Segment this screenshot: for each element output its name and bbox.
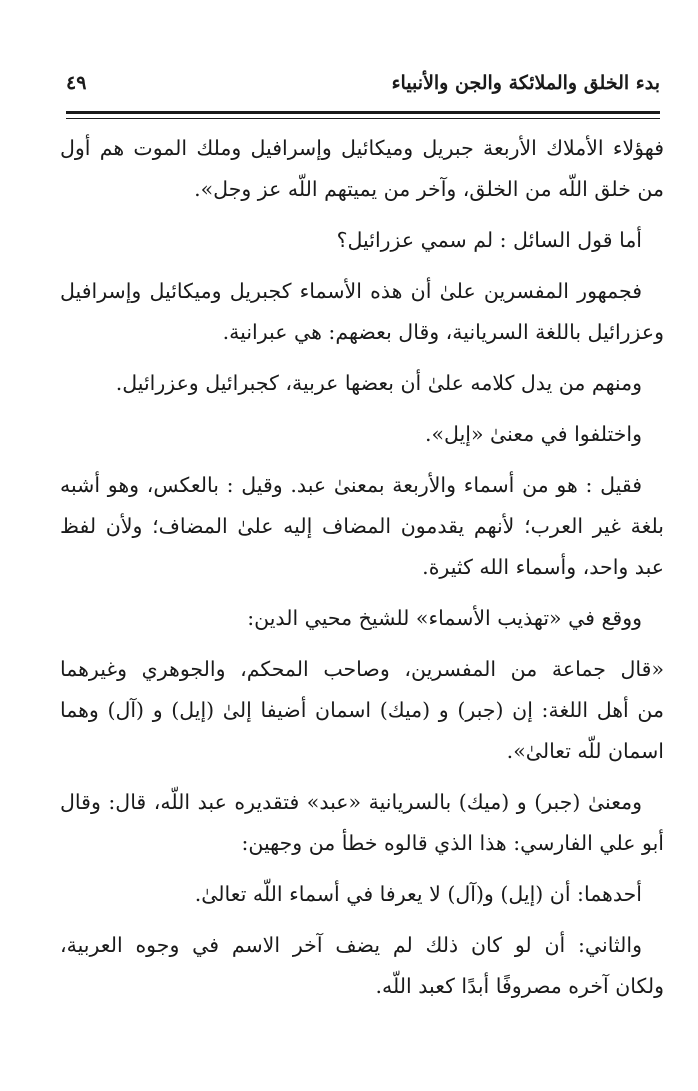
text-line: أحدهما: أن (إيل) و(آل) لا يعرفا في أسماء اللّه تعالىٰ. [194, 882, 642, 906]
text-line: بلغة غير العرب؛ لأنهم يقدمون المضاف إليه علىٰ المضاف؛ ولأن لفظ [60, 514, 664, 538]
page-number: ٤٩ [66, 72, 87, 94]
paragraph [60, 925, 664, 1007]
paragraph [60, 271, 664, 353]
text-line: عبد واحد، وأسماء الله كثيرة. [422, 555, 664, 579]
text-line: فقيل : هو من أسماء والأربعة بمعنىٰ عبد. وقيل : بالعكس، وهو أشبه [60, 473, 642, 497]
paragraph [60, 649, 664, 772]
text-line: أما قول السائل : لم سمي عزرائيل؟ [336, 228, 642, 252]
paragraph [60, 465, 664, 588]
text-line: والثاني: أن لو كان ذلك لم يضف آخر الاسم في وجوه العربية، [60, 933, 642, 957]
paragraph [60, 782, 664, 864]
page-header [66, 72, 660, 106]
text-line: ووقع في «تهذيب الأسماء» للشيخ محيي الدين: [247, 606, 642, 630]
text-line: من أهل اللغة: إن (جبر) و (ميك) اسمان أضيفا إلىٰ (إيل) و (آل) وهما [60, 698, 664, 722]
text-line: واختلفوا في معنىٰ «إيل». [424, 422, 642, 446]
text-line: فجمهور المفسرين علىٰ أن هذه الأسماء كجبريل وميكائيل وإسرافيل [60, 279, 642, 303]
text-line: اسمان للّه تعالىٰ». [506, 739, 664, 763]
paragraph [60, 874, 664, 915]
text-line: فهؤلاء الأملاك الأربعة جبريل وميكائيل وإسرافيل وملك الموت هم أول [60, 136, 664, 160]
paragraph [60, 220, 664, 261]
header-rule-thin [66, 118, 660, 119]
paragraph [60, 363, 664, 404]
text-line: ومنهم من يدل كلامه علىٰ أن بعضها عربية، كجبرائيل وعزرائيل. [115, 371, 642, 395]
paragraph [60, 414, 664, 455]
text-line: «قال جماعة من المفسرين، وصاحب المحكم، والجوهري وغيرهما [60, 657, 664, 681]
running-title: بدء الخلق والملائكة والجن والأنبياء [391, 72, 660, 94]
text-line: من خلق اللّه من الخلق، وآخر من يميتهم اللّه عز وجل». [194, 177, 664, 201]
paragraph [60, 598, 664, 639]
text-line: وعزرائيل باللغة السريانية، وقال بعضهم: هي عبرانية. [222, 320, 664, 344]
text-line: ومعنىٰ (جبر) و (ميك) بالسريانية «عبد» فتقديره عبد اللّه، قال: وقال [60, 790, 642, 814]
body-text [60, 128, 664, 1017]
text-line: ولكان آخره مصروفًا أبدًا كعبد اللّه. [375, 974, 664, 998]
paragraph [60, 128, 664, 210]
text-line: أبو علي الفارسي: هذا الذي قالوه خطأ من وجهين: [241, 831, 664, 855]
header-rule-thick [66, 111, 660, 114]
